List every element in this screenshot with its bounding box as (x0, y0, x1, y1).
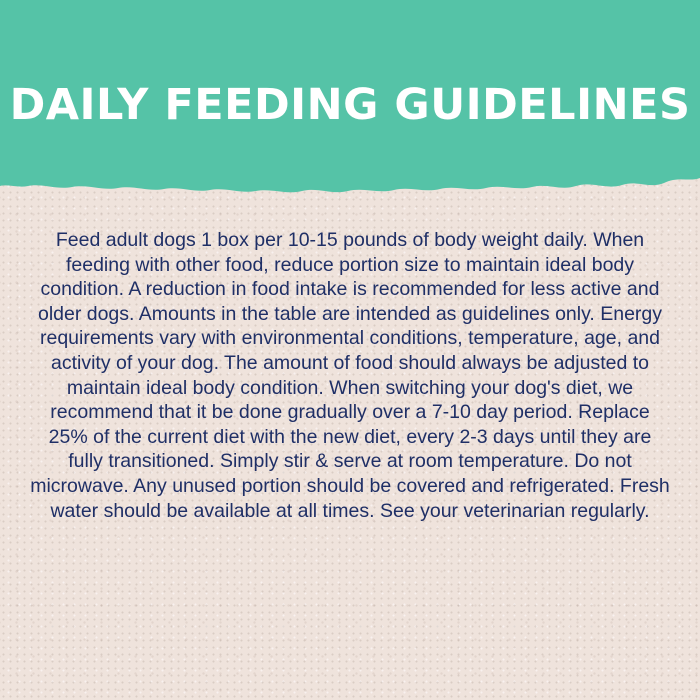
header-band (0, 0, 700, 196)
page-title: DAILY FEEDING GUIDELINES (9, 80, 691, 130)
feeding-instructions-text: Feed adult dogs 1 box per 10-15 pounds of body weight daily. When feeding with other food, reduce portion size to maintain ideal body condition. A reduction in food intake is recommended for less active and older dogs. Amounts in the table are intended as guidelines only. Energy requirements vary with environmental conditions, temperature, age, and activity of your dog. The amount of food should always be adjusted to maintain ideal body condition. When switching your dog's diet, we recommend that it be done gradually over a 7-10 day period. Replace 25% of the current diet with the new diet, every 2-3 days until they are fully transitioned. Simply stir & serve at room temperature. Do not microwave. Any unused portion should be covered and refrigerated. Fresh water should be available at all times. See your veterinarian regularly. (30, 229, 670, 522)
